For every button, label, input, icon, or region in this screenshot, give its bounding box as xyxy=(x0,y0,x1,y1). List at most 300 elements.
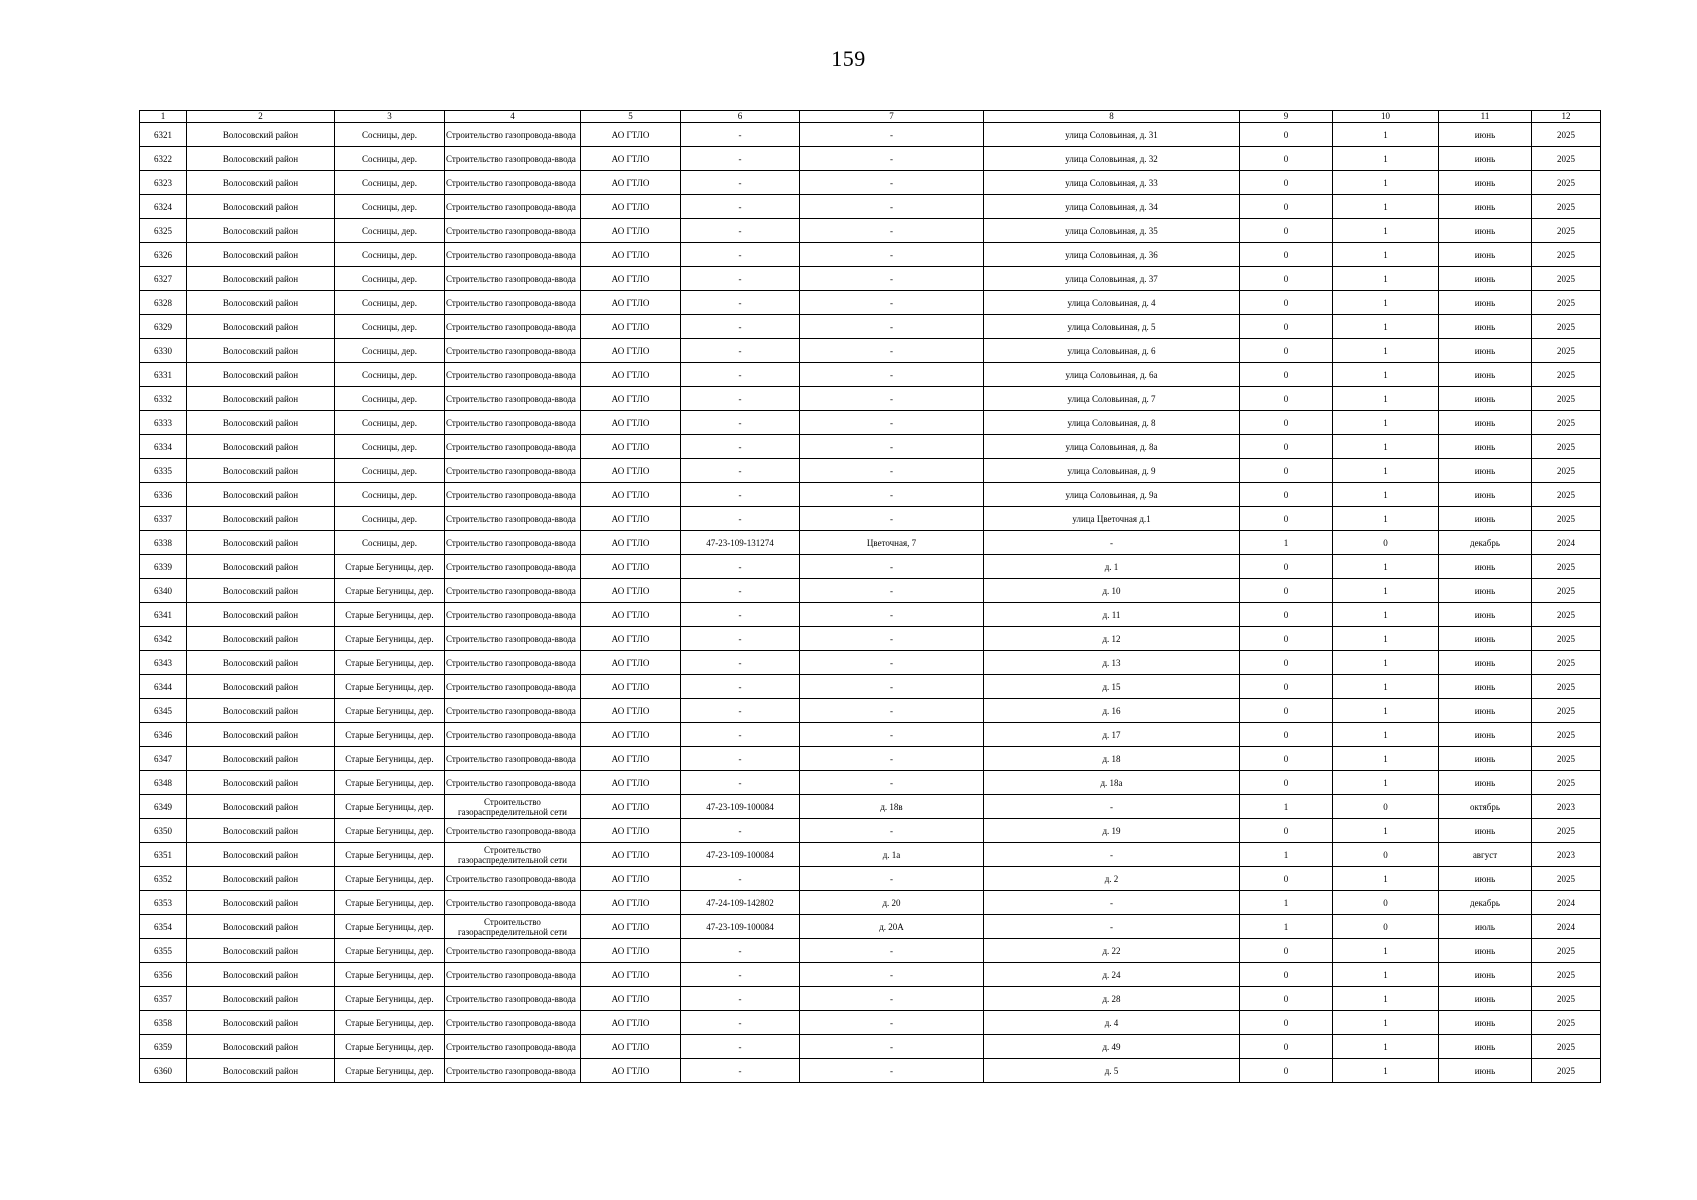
column-header-6: 6 xyxy=(681,111,800,123)
row-number-cell: 6337 xyxy=(140,507,187,531)
table-row xyxy=(140,651,1601,675)
table-row xyxy=(140,291,1601,315)
object-address-cell: - xyxy=(800,987,984,1011)
row-number-cell: 6323 xyxy=(140,171,187,195)
object-address-cell: - xyxy=(800,243,984,267)
house-address-cell: д. 18а xyxy=(984,771,1240,795)
district-cell: Волосовский район xyxy=(187,675,335,699)
object-address-cell: - xyxy=(800,219,984,243)
settlement-cell: Сосницы, дер. xyxy=(335,267,445,291)
cadastral-number-cell: 47-23-109-131274 xyxy=(681,531,800,555)
settlement-cell: Старые Бегуницы, дер. xyxy=(335,963,445,987)
house-address-cell: д. 15 xyxy=(984,675,1240,699)
table-row xyxy=(140,987,1601,1011)
settlement-cell: Старые Бегуницы, дер. xyxy=(335,1059,445,1083)
count-planned-cell: 1 xyxy=(1333,1035,1439,1059)
row-number-cell: 6330 xyxy=(140,339,187,363)
house-address-cell: улица Соловьиная, д. 32 xyxy=(984,147,1240,171)
count-existing-cell: 0 xyxy=(1240,507,1333,531)
count-existing-cell: 0 xyxy=(1240,291,1333,315)
table-row xyxy=(140,915,1601,939)
house-address-cell: улица Соловьиная, д. 33 xyxy=(984,171,1240,195)
column-header-10: 10 xyxy=(1333,111,1439,123)
object-address-cell: - xyxy=(800,699,984,723)
count-planned-cell: 1 xyxy=(1333,363,1439,387)
month-cell: июнь xyxy=(1439,147,1532,171)
settlement-cell: Старые Бегуницы, дер. xyxy=(335,723,445,747)
count-existing-cell: 0 xyxy=(1240,483,1333,507)
house-address-cell: д. 11 xyxy=(984,603,1240,627)
settlement-cell: Сосницы, дер. xyxy=(335,171,445,195)
settlement-cell: Сосницы, дер. xyxy=(335,435,445,459)
district-cell: Волосовский район xyxy=(187,987,335,1011)
object-address-cell: - xyxy=(800,267,984,291)
table-row xyxy=(140,723,1601,747)
organization-cell: АО ГТЛО xyxy=(581,531,681,555)
settlement-cell: Старые Бегуницы, дер. xyxy=(335,795,445,819)
year-cell: 2025 xyxy=(1532,747,1601,771)
district-cell: Волосовский район xyxy=(187,123,335,147)
organization-cell: АО ГТЛО xyxy=(581,315,681,339)
object-address-cell: - xyxy=(800,291,984,315)
settlement-cell: Старые Бегуницы, дер. xyxy=(335,987,445,1011)
row-number-cell: 6345 xyxy=(140,699,187,723)
house-address-cell: - xyxy=(984,531,1240,555)
object-address-cell: - xyxy=(800,675,984,699)
organization-cell: АО ГТЛО xyxy=(581,459,681,483)
month-cell: июнь xyxy=(1439,651,1532,675)
cadastral-number-cell: - xyxy=(681,1035,800,1059)
object-address-cell: - xyxy=(800,147,984,171)
count-planned-cell: 0 xyxy=(1333,795,1439,819)
settlement-cell: Сосницы, дер. xyxy=(335,459,445,483)
settlement-cell: Сосницы, дер. xyxy=(335,219,445,243)
settlement-cell: Старые Бегуницы, дер. xyxy=(335,939,445,963)
table-row xyxy=(140,939,1601,963)
object-address-cell: - xyxy=(800,507,984,531)
count-planned-cell: 1 xyxy=(1333,483,1439,507)
settlement-cell: Старые Бегуницы, дер. xyxy=(335,555,445,579)
row-number-cell: 6334 xyxy=(140,435,187,459)
house-address-cell: улица Соловьиная, д. 35 xyxy=(984,219,1240,243)
table-row xyxy=(140,243,1601,267)
month-cell: декабрь xyxy=(1439,891,1532,915)
work-type-cell: Строительство газопровода-ввода xyxy=(445,723,581,747)
row-number-cell: 6338 xyxy=(140,531,187,555)
cadastral-number-cell: - xyxy=(681,435,800,459)
count-planned-cell: 1 xyxy=(1333,819,1439,843)
row-number-cell: 6328 xyxy=(140,291,187,315)
object-address-cell: - xyxy=(800,339,984,363)
month-cell: июнь xyxy=(1439,699,1532,723)
cadastral-number-cell: - xyxy=(681,747,800,771)
count-planned-cell: 1 xyxy=(1333,291,1439,315)
count-planned-cell: 1 xyxy=(1333,579,1439,603)
count-planned-cell: 0 xyxy=(1333,915,1439,939)
count-planned-cell: 1 xyxy=(1333,507,1439,531)
table-row xyxy=(140,795,1601,819)
page-number: 159 xyxy=(831,46,866,71)
count-existing-cell: 0 xyxy=(1240,1059,1333,1083)
house-address-cell: улица Соловьиная, д. 4 xyxy=(984,291,1240,315)
table-row xyxy=(140,1011,1601,1035)
table-row xyxy=(140,891,1601,915)
year-cell: 2025 xyxy=(1532,507,1601,531)
work-type-cell: Строительство газопровода-ввода xyxy=(445,579,581,603)
month-cell: июнь xyxy=(1439,315,1532,339)
work-type-cell: Строительство газопровода-ввода xyxy=(445,363,581,387)
house-address-cell: д. 5 xyxy=(984,1059,1240,1083)
year-cell: 2025 xyxy=(1532,387,1601,411)
row-number-cell: 6325 xyxy=(140,219,187,243)
year-cell: 2025 xyxy=(1532,411,1601,435)
month-cell: июнь xyxy=(1439,987,1532,1011)
cadastral-number-cell: - xyxy=(681,675,800,699)
house-address-cell: д. 17 xyxy=(984,723,1240,747)
cadastral-number-cell: - xyxy=(681,555,800,579)
work-type-cell: Строительство газопровода-ввода xyxy=(445,267,581,291)
column-header-7: 7 xyxy=(800,111,984,123)
house-address-cell: д. 2 xyxy=(984,867,1240,891)
work-type-cell: Строительство газопровода-ввода xyxy=(445,1035,581,1059)
settlement-cell: Сосницы, дер. xyxy=(335,243,445,267)
cadastral-number-cell: - xyxy=(681,459,800,483)
count-existing-cell: 0 xyxy=(1240,771,1333,795)
cadastral-number-cell: - xyxy=(681,1011,800,1035)
work-type-cell: Строительство газопровода-ввода xyxy=(445,195,581,219)
district-cell: Волосовский район xyxy=(187,771,335,795)
object-address-cell: - xyxy=(800,363,984,387)
count-existing-cell: 1 xyxy=(1240,915,1333,939)
organization-cell: АО ГТЛО xyxy=(581,795,681,819)
table-row xyxy=(140,171,1601,195)
count-existing-cell: 1 xyxy=(1240,795,1333,819)
object-address-cell: - xyxy=(800,963,984,987)
object-address-cell: - xyxy=(800,723,984,747)
year-cell: 2025 xyxy=(1532,267,1601,291)
month-cell: июнь xyxy=(1439,411,1532,435)
month-cell: август xyxy=(1439,843,1532,867)
row-number-cell: 6340 xyxy=(140,579,187,603)
count-planned-cell: 1 xyxy=(1333,603,1439,627)
count-existing-cell: 0 xyxy=(1240,675,1333,699)
year-cell: 2024 xyxy=(1532,531,1601,555)
settlement-cell: Старые Бегуницы, дер. xyxy=(335,867,445,891)
month-cell: декабрь xyxy=(1439,531,1532,555)
settlement-cell: Старые Бегуницы, дер. xyxy=(335,747,445,771)
settlement-cell: Сосницы, дер. xyxy=(335,195,445,219)
district-cell: Волосовский район xyxy=(187,507,335,531)
object-address-cell: - xyxy=(800,171,984,195)
work-type-cell: Строительство газопровода-ввода xyxy=(445,987,581,1011)
house-address-cell: улица Соловьиная, д. 34 xyxy=(984,195,1240,219)
year-cell: 2025 xyxy=(1532,147,1601,171)
year-cell: 2024 xyxy=(1532,891,1601,915)
month-cell: июнь xyxy=(1439,219,1532,243)
count-existing-cell: 0 xyxy=(1240,939,1333,963)
column-header-8: 8 xyxy=(984,111,1240,123)
cadastral-number-cell: - xyxy=(681,771,800,795)
organization-cell: АО ГТЛО xyxy=(581,507,681,531)
organization-cell: АО ГТЛО xyxy=(581,243,681,267)
month-cell: июнь xyxy=(1439,819,1532,843)
work-type-cell: Строительство газопровода-ввода xyxy=(445,555,581,579)
table-row xyxy=(140,1059,1601,1083)
count-existing-cell: 1 xyxy=(1240,891,1333,915)
table-row xyxy=(140,363,1601,387)
cadastral-number-cell: - xyxy=(681,627,800,651)
district-cell: Волосовский район xyxy=(187,795,335,819)
year-cell: 2025 xyxy=(1532,219,1601,243)
work-type-cell: Строительство газораспределительной сети xyxy=(445,915,581,939)
table-row xyxy=(140,435,1601,459)
row-number-cell: 6358 xyxy=(140,1011,187,1035)
count-planned-cell: 1 xyxy=(1333,723,1439,747)
cadastral-number-cell: - xyxy=(681,579,800,603)
district-cell: Волосовский район xyxy=(187,171,335,195)
count-existing-cell: 0 xyxy=(1240,147,1333,171)
column-header-12: 12 xyxy=(1532,111,1601,123)
organization-cell: АО ГТЛО xyxy=(581,411,681,435)
district-cell: Волосовский район xyxy=(187,1035,335,1059)
year-cell: 2025 xyxy=(1532,699,1601,723)
month-cell: июнь xyxy=(1439,483,1532,507)
object-address-cell: - xyxy=(800,867,984,891)
row-number-cell: 6343 xyxy=(140,651,187,675)
count-planned-cell: 0 xyxy=(1333,891,1439,915)
object-address-cell: - xyxy=(800,195,984,219)
cadastral-number-cell: - xyxy=(681,123,800,147)
row-number-cell: 6332 xyxy=(140,387,187,411)
settlement-cell: Сосницы, дер. xyxy=(335,387,445,411)
district-cell: Волосовский район xyxy=(187,315,335,339)
work-type-cell: Строительство газопровода-ввода xyxy=(445,315,581,339)
count-planned-cell: 1 xyxy=(1333,195,1439,219)
house-address-cell: улица Соловьиная, д. 5 xyxy=(984,315,1240,339)
work-type-cell: Строительство газопровода-ввода xyxy=(445,675,581,699)
year-cell: 2025 xyxy=(1532,171,1601,195)
object-address-cell: - xyxy=(800,747,984,771)
column-header-2: 2 xyxy=(187,111,335,123)
settlement-cell: Сосницы, дер. xyxy=(335,291,445,315)
row-number-cell: 6351 xyxy=(140,843,187,867)
table-row xyxy=(140,459,1601,483)
year-cell: 2025 xyxy=(1532,483,1601,507)
district-cell: Волосовский район xyxy=(187,915,335,939)
year-cell: 2023 xyxy=(1532,843,1601,867)
organization-cell: АО ГТЛО xyxy=(581,267,681,291)
row-number-cell: 6356 xyxy=(140,963,187,987)
district-cell: Волосовский район xyxy=(187,411,335,435)
count-existing-cell: 0 xyxy=(1240,651,1333,675)
object-address-cell: - xyxy=(800,603,984,627)
district-cell: Волосовский район xyxy=(187,627,335,651)
organization-cell: АО ГТЛО xyxy=(581,891,681,915)
organization-cell: АО ГТЛО xyxy=(581,387,681,411)
work-type-cell: Строительство газораспределительной сети xyxy=(445,795,581,819)
month-cell: июнь xyxy=(1439,603,1532,627)
row-number-cell: 6350 xyxy=(140,819,187,843)
count-existing-cell: 0 xyxy=(1240,195,1333,219)
organization-cell: АО ГТЛО xyxy=(581,843,681,867)
work-type-cell: Строительство газопровода-ввода xyxy=(445,939,581,963)
organization-cell: АО ГТЛО xyxy=(581,603,681,627)
count-planned-cell: 1 xyxy=(1333,963,1439,987)
settlement-cell: Старые Бегуницы, дер. xyxy=(335,651,445,675)
table-row xyxy=(140,123,1601,147)
work-type-cell: Строительство газопровода-ввода xyxy=(445,507,581,531)
organization-cell: АО ГТЛО xyxy=(581,675,681,699)
district-cell: Волосовский район xyxy=(187,339,335,363)
month-cell: октябрь xyxy=(1439,795,1532,819)
count-planned-cell: 1 xyxy=(1333,243,1439,267)
organization-cell: АО ГТЛО xyxy=(581,867,681,891)
cadastral-number-cell: 47-23-109-100084 xyxy=(681,915,800,939)
work-type-cell: Строительство газопровода-ввода xyxy=(445,963,581,987)
row-number-cell: 6321 xyxy=(140,123,187,147)
year-cell: 2025 xyxy=(1532,243,1601,267)
object-address-cell: д. 1а xyxy=(800,843,984,867)
organization-cell: АО ГТЛО xyxy=(581,219,681,243)
year-cell: 2025 xyxy=(1532,771,1601,795)
count-existing-cell: 0 xyxy=(1240,363,1333,387)
row-number-cell: 6331 xyxy=(140,363,187,387)
object-address-cell: - xyxy=(800,123,984,147)
organization-cell: АО ГТЛО xyxy=(581,651,681,675)
table-row xyxy=(140,963,1601,987)
table-row xyxy=(140,195,1601,219)
district-cell: Волосовский район xyxy=(187,219,335,243)
object-address-cell: - xyxy=(800,315,984,339)
organization-cell: АО ГТЛО xyxy=(581,1059,681,1083)
cadastral-number-cell: - xyxy=(681,411,800,435)
table-row xyxy=(140,771,1601,795)
table-row xyxy=(140,699,1601,723)
count-existing-cell: 0 xyxy=(1240,1035,1333,1059)
year-cell: 2025 xyxy=(1532,459,1601,483)
count-existing-cell: 0 xyxy=(1240,699,1333,723)
row-number-cell: 6353 xyxy=(140,891,187,915)
row-number-cell: 6349 xyxy=(140,795,187,819)
district-cell: Волосовский район xyxy=(187,363,335,387)
cadastral-number-cell: - xyxy=(681,1059,800,1083)
settlement-cell: Сосницы, дер. xyxy=(335,483,445,507)
settlement-cell: Старые Бегуницы, дер. xyxy=(335,891,445,915)
month-cell: июнь xyxy=(1439,747,1532,771)
count-existing-cell: 0 xyxy=(1240,963,1333,987)
year-cell: 2025 xyxy=(1532,651,1601,675)
object-address-cell: д. 20А xyxy=(800,915,984,939)
row-number-cell: 6339 xyxy=(140,555,187,579)
year-cell: 2025 xyxy=(1532,123,1601,147)
month-cell: июнь xyxy=(1439,1011,1532,1035)
district-cell: Волосовский район xyxy=(187,747,335,771)
count-existing-cell: 0 xyxy=(1240,411,1333,435)
cadastral-number-cell: - xyxy=(681,315,800,339)
cadastral-number-cell: - xyxy=(681,483,800,507)
cadastral-number-cell: - xyxy=(681,939,800,963)
year-cell: 2024 xyxy=(1532,915,1601,939)
settlement-cell: Старые Бегуницы, дер. xyxy=(335,603,445,627)
district-cell: Волосовский район xyxy=(187,531,335,555)
house-address-cell: д. 1 xyxy=(984,555,1240,579)
row-number-cell: 6333 xyxy=(140,411,187,435)
work-type-cell: Строительство газопровода-ввода xyxy=(445,171,581,195)
year-cell: 2025 xyxy=(1532,603,1601,627)
object-address-cell: - xyxy=(800,555,984,579)
count-existing-cell: 0 xyxy=(1240,243,1333,267)
object-address-cell: - xyxy=(800,411,984,435)
work-type-cell: Строительство газопровода-ввода xyxy=(445,435,581,459)
table-row xyxy=(140,507,1601,531)
house-address-cell: д. 16 xyxy=(984,699,1240,723)
year-cell: 2025 xyxy=(1532,579,1601,603)
year-cell: 2025 xyxy=(1532,867,1601,891)
row-number-cell: 6329 xyxy=(140,315,187,339)
count-planned-cell: 1 xyxy=(1333,171,1439,195)
month-cell: июнь xyxy=(1439,723,1532,747)
organization-cell: АО ГТЛО xyxy=(581,1035,681,1059)
row-number-cell: 6322 xyxy=(140,147,187,171)
organization-cell: АО ГТЛО xyxy=(581,1011,681,1035)
row-number-cell: 6344 xyxy=(140,675,187,699)
organization-cell: АО ГТЛО xyxy=(581,915,681,939)
house-address-cell: д. 24 xyxy=(984,963,1240,987)
column-header-11: 11 xyxy=(1439,111,1532,123)
cadastral-number-cell: - xyxy=(681,819,800,843)
year-cell: 2025 xyxy=(1532,291,1601,315)
cadastral-number-cell: - xyxy=(681,171,800,195)
column-header-5: 5 xyxy=(581,111,681,123)
house-address-cell: улица Соловьиная, д. 8 xyxy=(984,411,1240,435)
table-row xyxy=(140,219,1601,243)
house-address-cell: д. 18 xyxy=(984,747,1240,771)
count-planned-cell: 1 xyxy=(1333,219,1439,243)
count-planned-cell: 1 xyxy=(1333,675,1439,699)
organization-cell: АО ГТЛО xyxy=(581,987,681,1011)
organization-cell: АО ГТЛО xyxy=(581,747,681,771)
count-existing-cell: 0 xyxy=(1240,339,1333,363)
house-address-cell: улица Соловьиная, д. 9а xyxy=(984,483,1240,507)
organization-cell: АО ГТЛО xyxy=(581,363,681,387)
column-header-4: 4 xyxy=(445,111,581,123)
count-planned-cell: 1 xyxy=(1333,627,1439,651)
month-cell: июнь xyxy=(1439,507,1532,531)
table-row xyxy=(140,147,1601,171)
month-cell: июнь xyxy=(1439,1059,1532,1083)
organization-cell: АО ГТЛО xyxy=(581,195,681,219)
year-cell: 2025 xyxy=(1532,675,1601,699)
table-row xyxy=(140,315,1601,339)
cadastral-number-cell: - xyxy=(681,867,800,891)
work-type-cell: Строительство газопровода-ввода xyxy=(445,771,581,795)
month-cell: июль xyxy=(1439,915,1532,939)
organization-cell: АО ГТЛО xyxy=(581,771,681,795)
count-planned-cell: 1 xyxy=(1333,747,1439,771)
object-address-cell: д. 20 xyxy=(800,891,984,915)
house-address-cell: улица Соловьиная, д. 36 xyxy=(984,243,1240,267)
organization-cell: АО ГТЛО xyxy=(581,819,681,843)
house-address-cell: улица Соловьиная, д. 31 xyxy=(984,123,1240,147)
count-existing-cell: 0 xyxy=(1240,267,1333,291)
organization-cell: АО ГТЛО xyxy=(581,723,681,747)
settlement-cell: Сосницы, дер. xyxy=(335,123,445,147)
count-planned-cell: 0 xyxy=(1333,843,1439,867)
cadastral-number-cell: - xyxy=(681,387,800,411)
house-address-cell: улица Соловьиная, д. 6а xyxy=(984,363,1240,387)
work-type-cell: Строительство газопровода-ввода xyxy=(445,867,581,891)
row-number-cell: 6347 xyxy=(140,747,187,771)
